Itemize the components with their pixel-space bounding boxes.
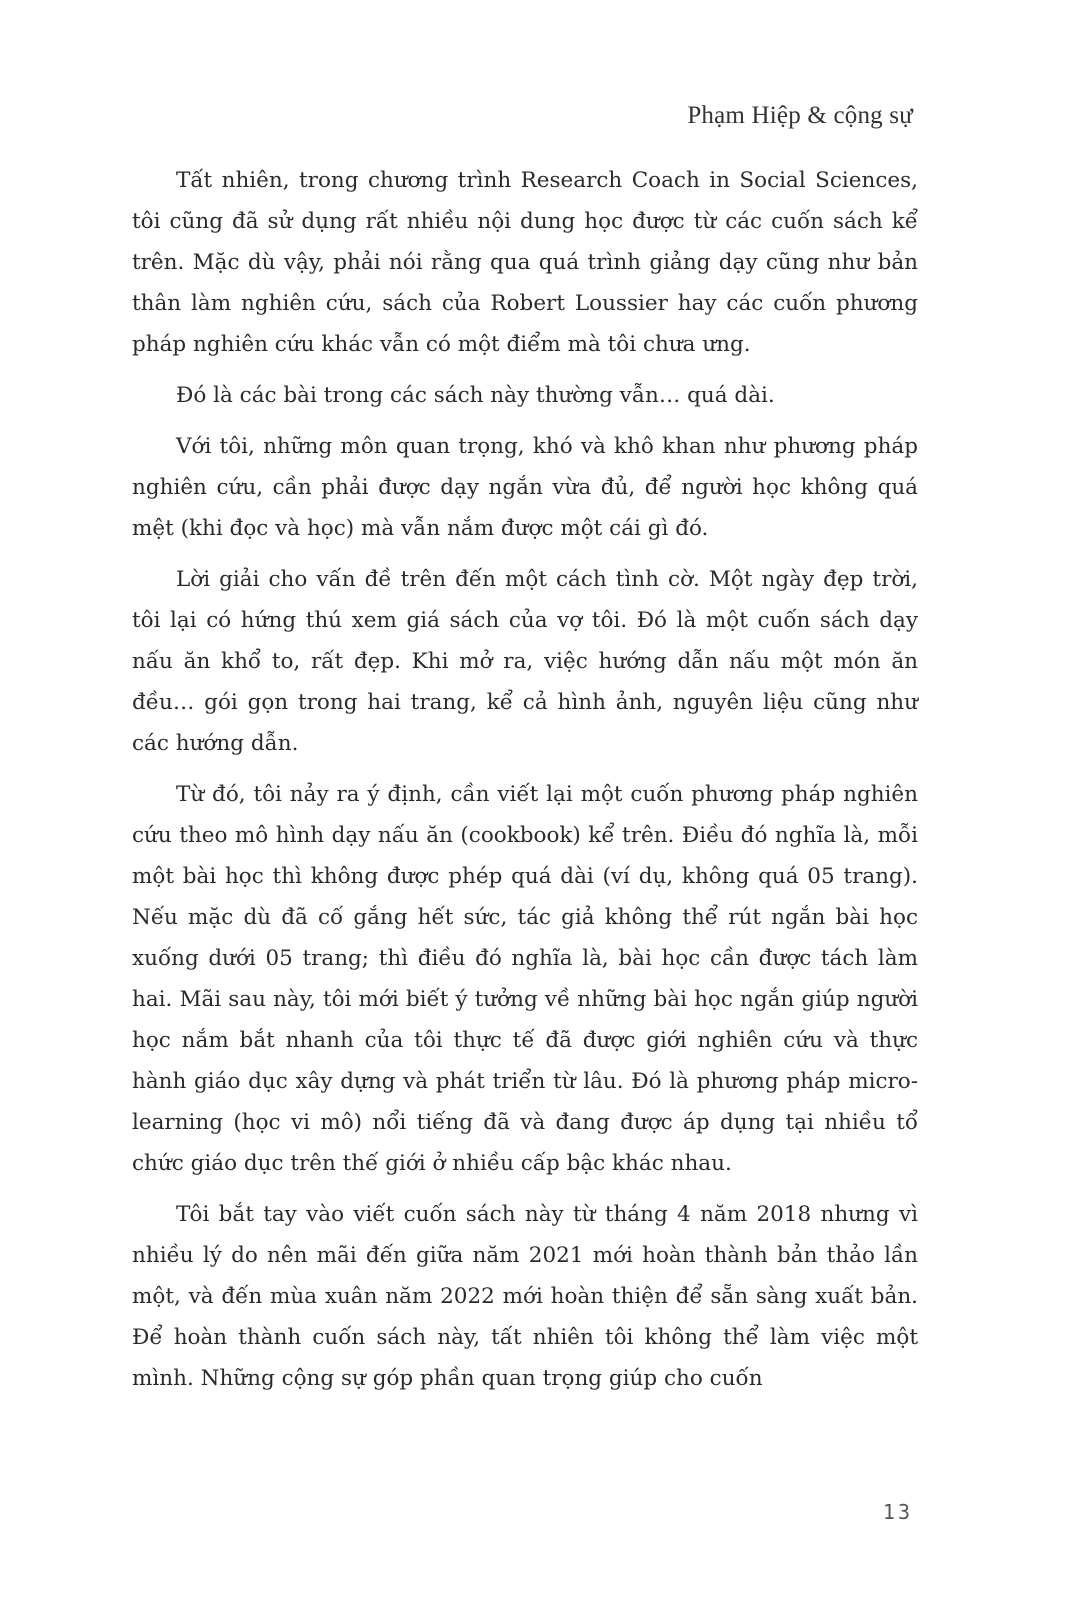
body-text bbox=[132, 160, 918, 1409]
paragraph-5: Từ đó, tôi nảy ra ý định, cần viết lại một cuốn phương pháp nghiên cứu theo mô hình dạy nấu ăn (cookbook) kể trên. Điều đó nghĩa là, mỗi một bài học thì không được phép quá dài (ví dụ, không quá 05 trang). Nếu mặc dù đã cố gắng hết sức, tác giả không thể rút ngắn bài học xuống dưới 05 trang; thì điều đó nghĩa là, bài học cần được tách làm hai. Mãi sau này, tôi mới biết ý tưởng về những bài học ngắn giúp người học nắm bắt nhanh của tôi thực tế đã được giới nghiên cứu và thực hành giáo dục xây dựng và phát triển từ lâu. Đó là phương pháp micro-learning (học vi mô) nổi tiếng đã và đang được áp dụng tại nhiều tổ chức giáo dục trên thế giới ở nhiều cấp bậc khác nhau. bbox=[132, 782, 918, 1176]
paragraph-1: Tất nhiên, trong chương trình Research Coach in Social Sciences, tôi cũng đã sử dụng rất nhiều nội dung học được từ các cuốn sách kể trên. Mặc dù vậy, phải nói rằng qua quá trình giảng dạy cũng như bản thân làm nghiên cứu, sách của Robert Loussier hay các cuốn phương pháp nghiên cứu khác vẫn có một điểm mà tôi chưa ưng. bbox=[132, 168, 918, 357]
paragraph-4: Lời giải cho vấn đề trên đến một cách tình cờ. Một ngày đẹp trời, tôi lại có hứng thú xem giá sách của vợ tôi. Đó là một cuốn sách dạy nấu ăn khổ to, rất đẹp. Khi mở ra, việc hướng dẫn nấu một món ăn đều… gói gọn trong hai trang, kể cả hình ảnh, nguyên liệu cũng như các hướng dẫn. bbox=[132, 567, 918, 756]
running-header: Phạm Hiệp & cộng sự bbox=[687, 102, 913, 129]
paragraph-6: Tôi bắt tay vào viết cuốn sách này từ tháng 4 năm 2018 nhưng vì nhiều lý do nên mãi đến giữa năm 2021 mới hoàn thành bản thảo lần một, và đến mùa xuân năm 2022 mới hoàn thiện để sẵn sàng xuất bản. Để hoàn thành cuốn sách này, tất nhiên tôi không thể làm việc một mình. Những cộng sự góp phần quan trọng giúp cho cuốn bbox=[132, 1202, 918, 1391]
page-number: 13 bbox=[882, 1500, 913, 1524]
paragraph-2: Đó là các bài trong các sách này thường vẫn… quá dài. bbox=[176, 383, 775, 408]
paragraph-3: Với tôi, những môn quan trọng, khó và khô khan như phương pháp nghiên cứu, cần phải được dạy ngắn vừa đủ, để người học không quá mệt (khi đọc và học) mà vẫn nắm được một cái gì đó. bbox=[132, 434, 918, 541]
